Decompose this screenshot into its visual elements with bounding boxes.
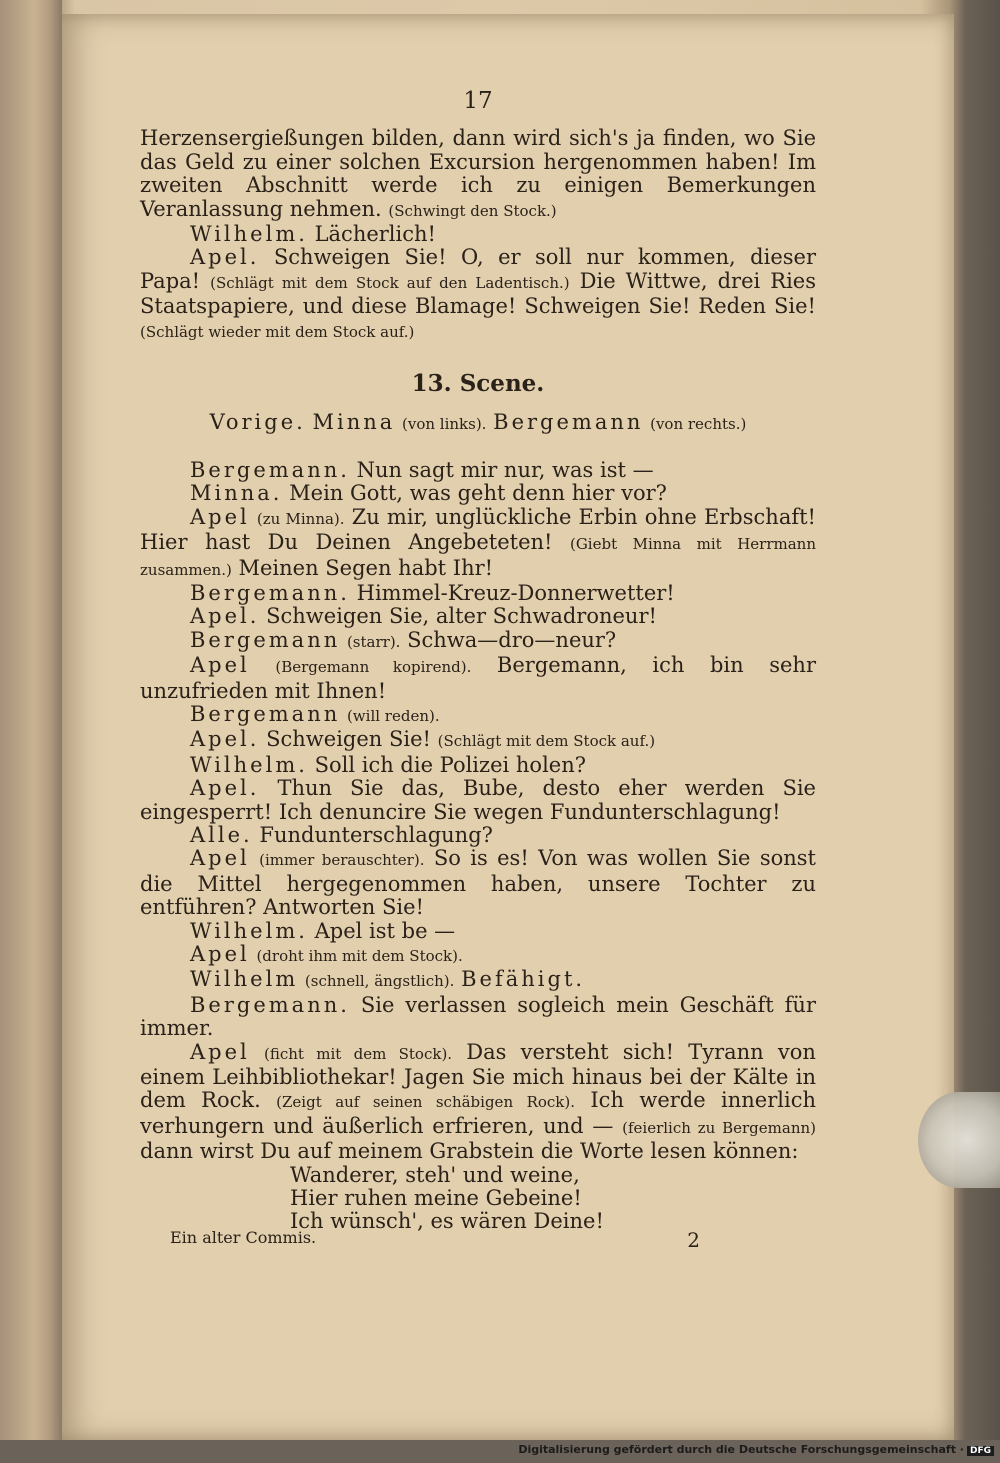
dialogue-line: Apel. Thun Sie das, Bube, desto eher werden Sie eingesperrt! Ich denuncire Sie wegen Fundunterschlagung!	[140, 776, 816, 824]
dialogue-line: Apel (Bergemann kopirend). Bergemann, ich bin sehr unzufrieden mit Ihnen!	[140, 653, 816, 703]
line-apel-1: Apel. Schweigen Sie! O, er soll nur kommen, dieser Papa! (Schlägt mit dem Stock auf den Ladentisch.) Die Wittwe, drei Ries Staatspapiere, und diese Blamage! Schweigen Sie! Reden Sie! (Schlägt wieder mit dem Stock auf.)	[140, 245, 816, 341]
dialogue-line: Bergemann. Sie verlassen sogleich mein Geschäft für immer.	[140, 992, 816, 1041]
verse-line: Ich wünsch', es wären Deine!	[290, 1209, 604, 1234]
digitization-credit: Digitalisierung gefördert durch die Deutsche Forschungsgemeinschaft · DFG	[518, 1443, 994, 1456]
verse-line: Hier ruhen meine Gebeine!	[290, 1186, 582, 1211]
intro-paragraph: Herzensergießungen bilden, dann wird sich's ja finden, wo Sie das Geld zu einer solchen Excursion hergenommen haben! Im zweiten Abschnitt werde ich zu einigen Bemerkungen Veranlassung nehmen. (Schwingt den Stock.)	[140, 126, 816, 221]
dialogue-line: Wilhelm (schnell, ängstlich). Befähigt.	[190, 967, 586, 992]
page-number: 17	[463, 88, 493, 114]
footer-title: Ein alter Commis.	[170, 1228, 317, 1247]
scene-cast: Vorige. Minna (von links). Bergemann (von rechts.)	[209, 410, 747, 435]
scene-heading: 13. Scene.	[411, 370, 545, 398]
page-footer	[170, 1228, 710, 1252]
verse-line: Wanderer, steh' und weine,	[290, 1162, 580, 1187]
dfg-logo: DFG	[967, 1446, 994, 1456]
line-wilhelm-1: Wilhelm. Lächerlich!	[190, 222, 436, 247]
page-text	[140, 90, 816, 1234]
dialogue-line: Minna. Mein Gott, was geht denn hier vor?	[190, 481, 667, 506]
dialogue-line: Bergemann. Himmel-Kreuz-Donnerwetter!	[190, 580, 675, 605]
dialogue-line: Bergemann. Nun sagt mir nur, was ist —	[190, 457, 654, 482]
dialogue-line: Bergemann (starr). Schwa—dro—neur?	[190, 627, 617, 652]
dialogue-line: Apel (immer berauschter). So is es! Von was wollen Sie sonst die Mittel hergegenommen haben, unsere Tochter zu entführen? Antworten Sie!	[140, 846, 816, 920]
page-clip-tab	[918, 1092, 1000, 1188]
dialogue-line: Apel. Schweigen Sie! (Schlägt mit dem Stock auf.)	[190, 727, 656, 752]
dialogue-line: Apel (ficht mit dem Stock). Das versteht sich! Tyrann von einem Leihbibliothekar! Jagen Sie mich hinaus bei der Kälte in dem Rock. (Zeigt auf seinen schäbigen Rock). Ich werde innerlich verhungern und äußerlich erfrieren, und — (feierlich zu Bergemann) dann wirst Du auf meinem Grabstein die Worte lesen können:	[140, 1039, 817, 1164]
dialogue-line: Wilhelm. Apel ist be —	[190, 918, 456, 943]
book-spine-left-page	[0, 0, 62, 1440]
epitaph-verse	[290, 1164, 816, 1234]
dialogue-line: Wilhelm. Soll ich die Polizei holen?	[190, 752, 587, 777]
dialogue-line: Alle. Fundunterschlagung?	[190, 822, 493, 847]
dialogue-line: Apel (droht ihm mit dem Stock).	[190, 942, 463, 966]
dialogue-line: Bergemann (will reden).	[190, 701, 440, 726]
signature-mark: 2	[687, 1228, 700, 1252]
dialogue-line: Apel (zu Minna). Zu mir, unglückliche Erbin ohne Erbschaft! Hier hast Du Deinen Angebeteten! (Giebt Minna mit Herrmann zusammen.) Meinen Segen habt Ihr!	[140, 504, 816, 580]
dialogue-line: Apel. Schweigen Sie, alter Schwadroneur!	[190, 604, 657, 629]
